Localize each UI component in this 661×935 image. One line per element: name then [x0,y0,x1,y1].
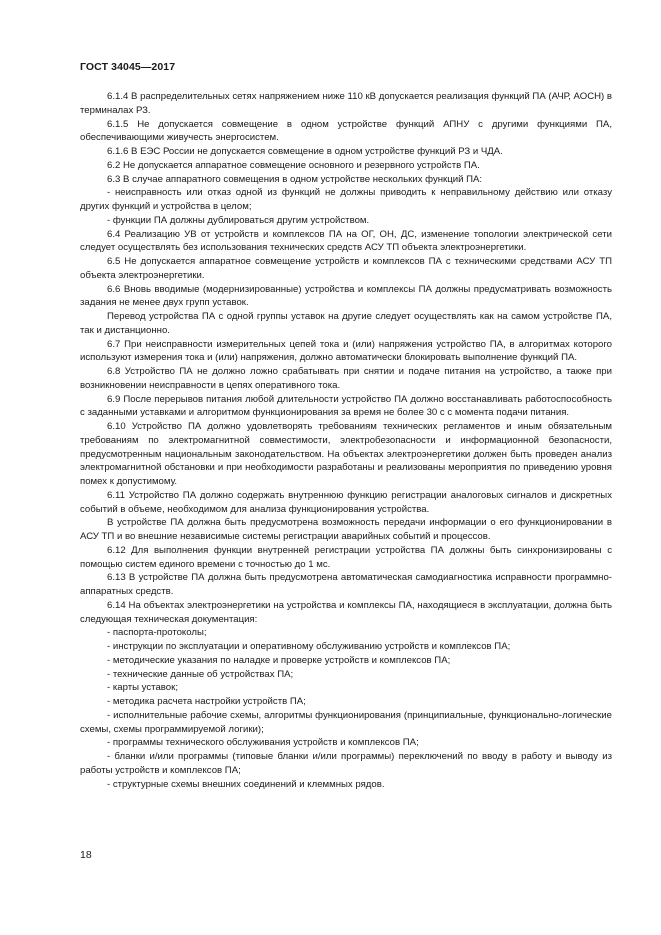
paragraph-6-9: 6.9 После перерывов питания любой длительности устройство ПА должно восстанавливать работоспособность с заданными уставками и алгоритмом функционирования за время не более 30 с с момента подачи питания. [80,393,612,419]
list-item-6-3-b: - функции ПА должны дублироваться другим устройством. [107,214,370,226]
list-item-6-14-6: - методика расчета настройки устройств ПА; [107,696,306,707]
paragraph-6-14: 6.14 На объектах электроэнергетики на устройства и комплексы ПА, находящиеся в эксплуатации, должна быть следующая техническая документация: [80,599,612,625]
list-item-6-14-5: - карты уставок; [107,682,178,694]
paragraph-6-4: 6.4 Реализацию УВ от устройств и комплексов ПА на ОГ, ОН, ДС, изменение топологии электрической сети следует осуществлять без использования технических средств АСУ ТП объекта электроэнергетики. [80,228,612,254]
paragraph-6-11-cont: В устройстве ПА должна быть предусмотрена возможность передачи информации о его функционировании в АСУ ТП и во внешние независимые системы регистрации аварийных событий и процессов. [80,517,612,542]
list-item-6-14-2: - инструкции по эксплуатации и оперативному обслуживанию устройств и комплексов ПА; [107,641,511,652]
paragraph-6-13: 6.13 В устройстве ПА должна быть предусмотрена автоматическая самодиагностика исправности программно-аппаратных средств. [80,572,612,597]
paragraph-6-7: 6.7 При неисправности измерительных цепей тока и (или) напряжения устройство ПА, в алгоритмах которого используют измерения тока и (или) напряжения, должно автоматически блокировать выполнение функций ПА. [80,338,612,364]
list-item-6-14-10: - структурные схемы внешних соединений и клеммных рядов. [107,778,385,790]
paragraph-6-6-cont: Перевод устройства ПА с одной группы уставок на другие следует осуществлять как на самом устройстве ПА, так и дистанционно. [80,311,612,336]
paragraph-6-11: 6.11 Устройство ПА должно содержать внутреннюю функцию регистрации аналоговых сигналов и дискретных событий в объеме, необходимом для анализа функционирования устройства. [80,489,612,515]
paragraph-6-8: 6.8 Устройство ПА не должно ложно срабатывать при снятии и подаче питания на устройство, а также при возникновении неисправности в цепях оперативного тока. [80,366,612,391]
list-item-6-14-1: - паспорта-протоколы; [107,627,207,639]
list-item-6-14-8: - программы технического обслуживания устройств и комплексов ПА; [107,737,419,749]
page-header-standard: ГОСТ 34045—2017 [80,61,176,73]
paragraph-6-2: 6.2 Не допускается аппаратное совмещение основного и резервного устройств ПА. [107,159,480,171]
paragraph-6-10: 6.10 Устройство ПА должно удовлетворять требованиям технических регламентов и иным обязательным требованиям по электромагнитной совместимости, электробезопасности и информационной безопасности, предусмотренным национальным законодательством. На объектах электроэнергетики должен быть проведен анализ электромагнитной обстановки и при необходимости разработаны и реализованы мероприятия по приведению уровня помех к допустимому. [80,421,612,487]
list-item-6-14-3: - методические указания по наладке и проверке устройств и комплексов ПА; [107,654,451,666]
paragraph-6-12: 6.12 Для выполнения функции внутренней регистрации устройства ПА должны быть синхронизированы с помощью систем единого времени с точностью до 1 мс. [80,544,612,570]
paragraph-6-6: 6.6 Вновь вводимые (модернизированные) устройства и комплексы ПА должны предусматривать возможность задания не менее двух групп уставок. [80,283,612,309]
paragraph-6-5: 6.5 Не допускается аппаратное совмещение устройств и комплексов ПА с техническими средствами АСУ ТП объекта электроэнергетики. [80,256,612,281]
paragraph-6-3: 6.3 В случае аппаратного совмещения в одном устройстве нескольких функций ПА: [107,173,483,185]
paragraph-6-1-6: 6.1.6 В ЕЭС России не допускается совмещение в одном устройстве функций РЗ и ЧДА. [107,146,503,157]
list-item-6-14-7: - исполнительные рабочие схемы, алгоритмы функционирования (принципиальные, функционально-логические схемы, схемы программируемой логики); [80,709,612,735]
page-number: 18 [80,849,92,861]
list-item-6-3-a: - неисправность или отказ одной из функций не должны приводить к неправильному действию или отказу других функций и устройства в целом; [80,187,612,212]
document-body [80,90,612,791]
list-item-6-14-4: - технические данные об устройствах ПА; [107,668,294,680]
paragraph-6-1-5: 6.1.5 Не допускается совмещение в одном устройстве функций АПНУ с другими функциями ПА, обеспечивающими живучесть энергосистем. [80,118,612,144]
paragraph-6-1-4: 6.1.4 В распределительных сетях напряжением ниже 110 кВ допускается реализация функций ПА (АЧР, АОСН) в терминалах РЗ. [80,91,613,116]
list-item-6-14-9: - бланки и/или программы (типовые бланки и/или программы) переключений по вводу в работу и выводу из работы устройств и комплексов ПА; [80,751,612,776]
